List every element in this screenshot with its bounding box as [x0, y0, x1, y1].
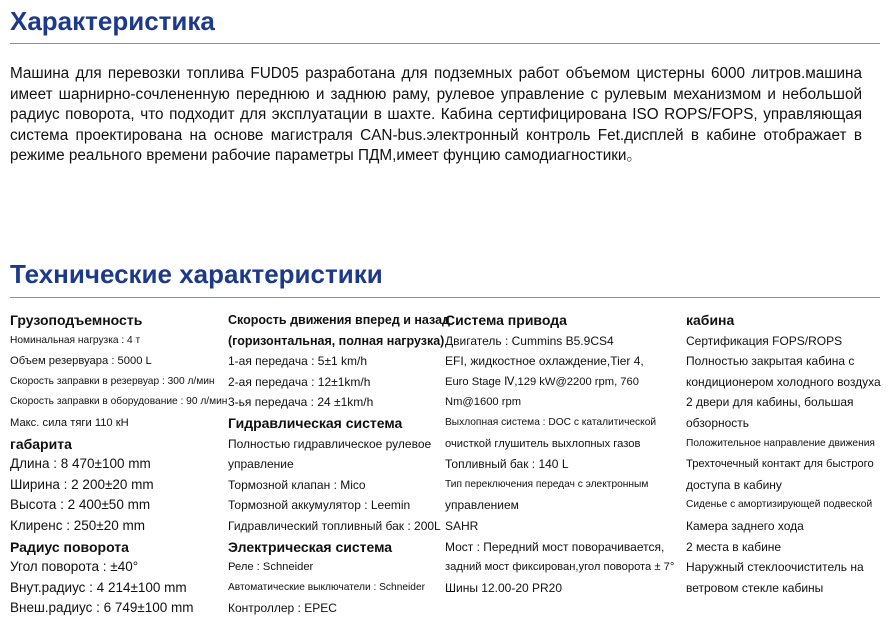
spec-line: Скорость заправки в оборудование : 90 л/мин: [10, 396, 228, 408]
spec-line: Сертификация FOPS/ROPS: [686, 333, 843, 348]
spec-line: Длина : 8 470±100 mm: [10, 456, 151, 472]
spec-line: Euro Stage Ⅳ,129 kW@2200 rpm, 760: [445, 375, 639, 388]
spec-line: Двигатель : Cummins B5.9CS4: [445, 333, 614, 348]
spec-group-heading: Электрическая система: [228, 538, 393, 555]
spec-line: управление: [228, 457, 294, 472]
spec-line: Угол поворота : ±40°: [10, 559, 139, 575]
spec-line: Тип переключения передач с электронным: [445, 478, 649, 490]
spec-line: Тормозной аккумулятор : Leemin: [228, 498, 411, 513]
spec-line: Выхлопная система : DOC с каталитической: [445, 416, 657, 428]
spec-line: задний мост фиксирован,угол поворота ± 7°: [445, 561, 675, 574]
spec-line: Топливный бак : 140 L: [445, 457, 569, 472]
spec-line: Реле : Schneider: [228, 561, 314, 574]
spec-column-4: [686, 310, 884, 598]
spec-line: Сиденье с амортизирующей подвеской: [686, 499, 873, 511]
spec-line: ветровом стекле кабины: [686, 580, 824, 595]
description-paragraph: Машина для перевозки топлива FUD05 разработана для подземных работ объемом цистерны 6000 литров.машина имеет шарнирно-сочлененную переднюю и заднюю раму, рулевое управление с рулевым механизмом и небольшой радиус поворота, что подходит для эксплуатации в шахте. Кабина сертифицирована ISO ROPS/FOPS, управляющая система проектирована на основе магистраля CAN-bus.электронный контроль Fet.дисплей в кабине отображает в режиме реального времени рабочие параметры ПДМ,имеет фунцию самодиагностики。: [10, 65, 862, 165]
spec-line: Мост : Передний мост поворачивается,: [445, 539, 665, 554]
spec-group-heading: Гидравлическая система: [228, 414, 403, 431]
spec-line: Внут.радиус : 4 214±100 mm: [10, 579, 187, 595]
spec-line: Полностью закрытая кабина с: [686, 354, 855, 369]
spec-group-heading: (горизонтальная, полная нагрузка): [228, 333, 445, 348]
spec-group-heading: Грузоподъемность: [10, 312, 143, 328]
spec-line: Наружный стеклоочиститель на: [686, 560, 864, 575]
title-underline: [10, 43, 880, 44]
spec-line: Гидравлический топливный бак : 200L: [228, 518, 441, 533]
spec-line: Макс. сила тяги 110 кН: [10, 416, 129, 429]
spec-line: 2-ая передача : 12±1km/h: [228, 374, 371, 389]
spec-group-heading: Радиус поворота: [10, 538, 129, 555]
spec-line: очисткой глушитель выхлопных газов: [445, 437, 641, 450]
spec-line: Тормозной клапан : Mico: [228, 477, 366, 492]
spec-line: Клиренс : 250±20 mm: [10, 517, 145, 533]
spec-line: 2 двери для кабины, большая: [686, 395, 854, 410]
spec-line: Ширина : 2 200±20 mm: [10, 476, 154, 492]
spec-line: доступа в кабину: [686, 477, 782, 492]
spec-line: SAHR: [445, 518, 479, 533]
spec-line: обзорность: [686, 415, 750, 430]
spec-line: Шины 12.00-20 PR20: [445, 580, 563, 595]
spec-line: 2 места в кабине: [686, 539, 782, 554]
spec-line: кондиционером холодного воздуха: [686, 374, 881, 389]
spec-group-heading: Система привода: [445, 312, 567, 328]
spec-column-2: [228, 310, 450, 619]
spec-line: Внеш.радиус : 6 749±100 mm: [10, 600, 194, 616]
spec-line: Положительное направление движения: [686, 437, 875, 449]
spec-line: 3-ья передача : 24 ±1km/h: [228, 395, 374, 410]
spec-line: 1-ая передача : 5±1 km/h: [228, 354, 368, 369]
spec-line: Скорость заправки в резервуар : 300 л/мин: [10, 375, 215, 387]
section-title-tech-specs: Технические характеристики: [10, 259, 383, 289]
spec-column-3: [445, 310, 680, 598]
spec-line: Автоматические выключатели : Schneider: [228, 581, 426, 593]
section-title-characteristics: Характеристика: [10, 6, 215, 36]
spec-line: Объем резервуара : 5000 L: [10, 355, 152, 368]
spec-group-heading: кабина: [686, 312, 735, 328]
spec-line: Nm@1600 rpm: [445, 396, 522, 409]
spec-group-heading: габарита: [10, 435, 72, 452]
spec-line: Контроллер : EPEC: [228, 601, 337, 616]
spec-line: EFI, жидкостное охлаждение,Tier 4,: [445, 354, 644, 369]
spec-line: Полностью гидравлическое рулевое: [228, 436, 432, 451]
spec-line: Трехточечный контакт для быстрого: [686, 458, 874, 471]
spec-line: Высота : 2 400±50 mm: [10, 497, 151, 513]
spec-column-1: [10, 310, 228, 619]
spec-group-heading: Скорость движения вперед и назад: [228, 313, 450, 327]
title-underline: [10, 297, 880, 298]
spec-line: управлением: [445, 498, 519, 513]
spec-line: Камера заднего хода: [686, 518, 804, 533]
spec-line: Номинальная нагрузка : 4 т: [10, 334, 141, 346]
